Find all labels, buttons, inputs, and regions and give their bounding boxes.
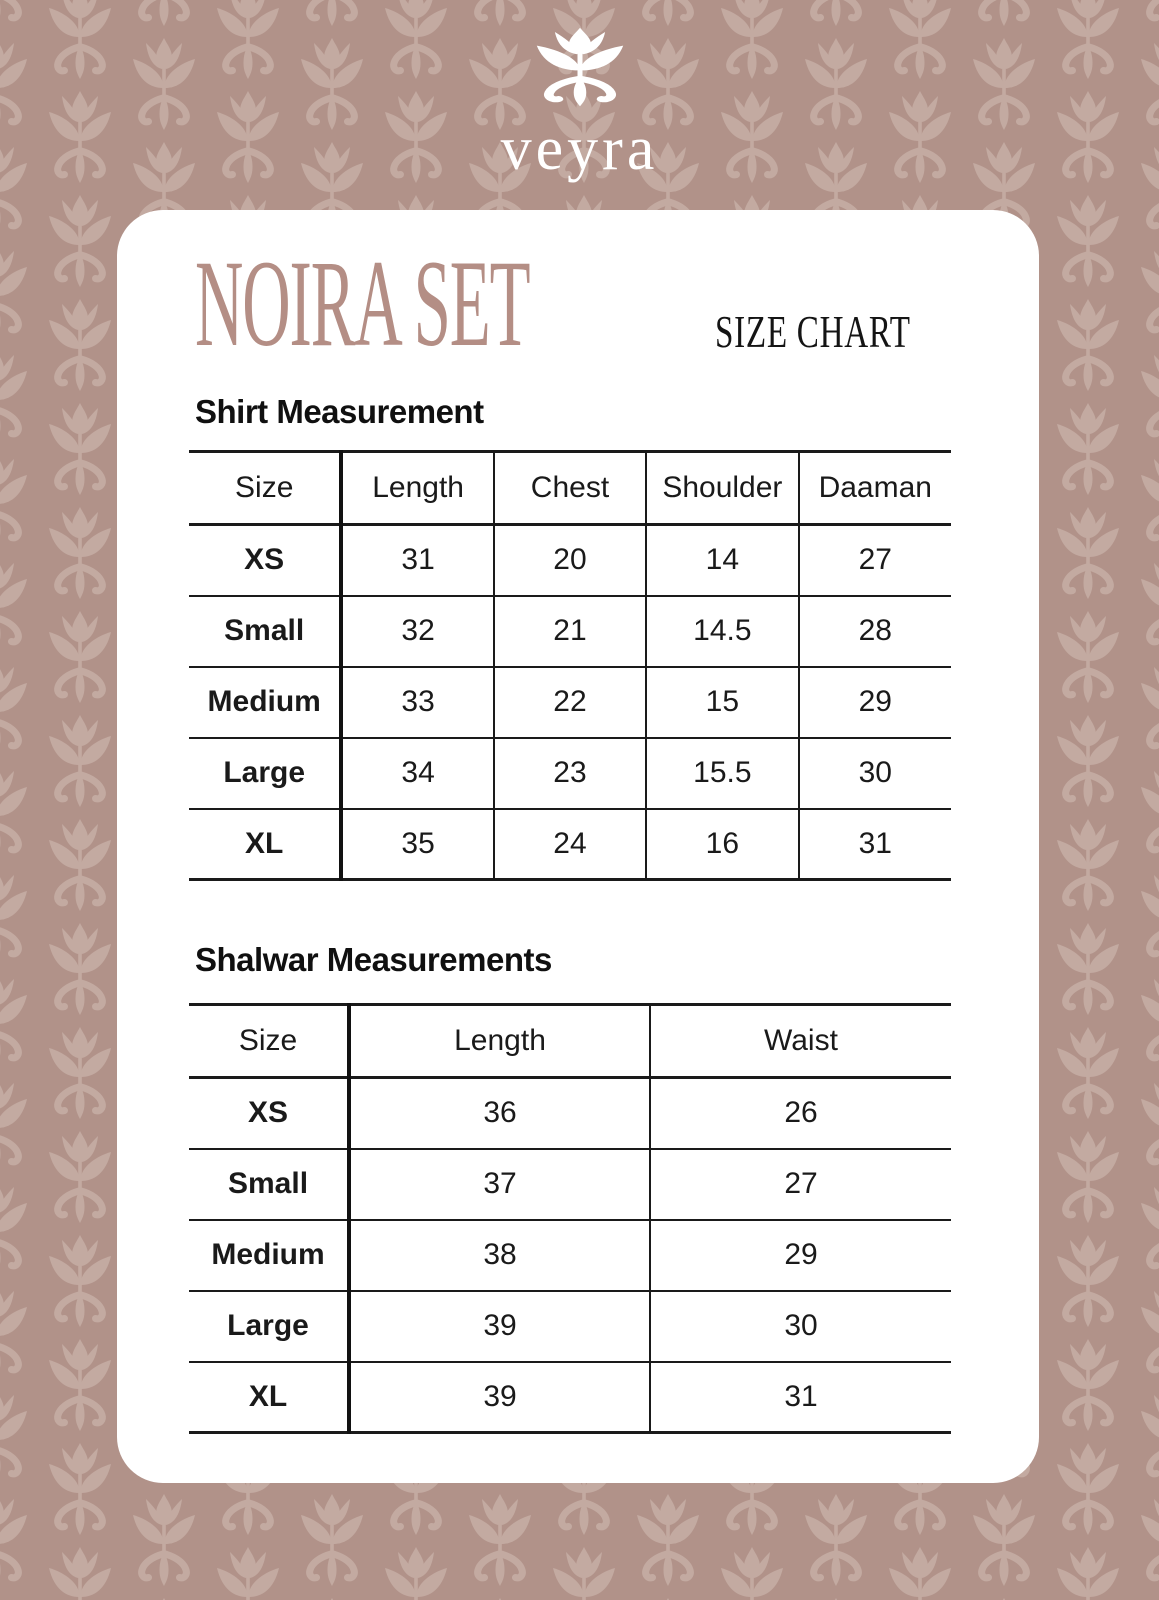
column-header: Chest — [494, 452, 646, 525]
table-row — [189, 738, 951, 809]
cell: 14 — [646, 525, 798, 596]
column-header: Daaman — [799, 452, 951, 525]
header-row — [189, 1005, 951, 1078]
title-row — [195, 235, 959, 373]
cell: 38 — [349, 1220, 650, 1291]
column-header: Waist — [650, 1005, 951, 1078]
cell: 29 — [650, 1220, 951, 1291]
table-row — [189, 1362, 951, 1433]
shirt-table-heading: Shirt Measurement — [195, 393, 484, 430]
cell: Medium — [189, 667, 341, 738]
product-title: NOIRA SET — [195, 235, 530, 373]
cell: 31 — [341, 525, 493, 596]
cell: Small — [189, 1149, 349, 1220]
shirt-measurement-table — [189, 450, 951, 881]
shalwar-measurement-table — [189, 1003, 951, 1434]
cell: 27 — [799, 525, 951, 596]
column-header: Size — [189, 1005, 349, 1078]
table-row — [189, 1291, 951, 1362]
header-row — [189, 452, 951, 525]
table-row — [189, 667, 951, 738]
cell: 29 — [799, 667, 951, 738]
cell: 28 — [799, 596, 951, 667]
cell: 15 — [646, 667, 798, 738]
cell: 31 — [650, 1362, 951, 1433]
brand-logo-flower-icon — [534, 26, 626, 108]
cell: 27 — [650, 1149, 951, 1220]
cell: 37 — [349, 1149, 650, 1220]
cell: 33 — [341, 667, 493, 738]
column-header: Shoulder — [646, 452, 798, 525]
cell: 30 — [799, 738, 951, 809]
table-row — [189, 525, 951, 596]
shalwar-table-heading: Shalwar Measurements — [195, 941, 552, 978]
table-row — [189, 1078, 951, 1149]
cell: 16 — [646, 809, 798, 880]
cell: 35 — [341, 809, 493, 880]
cell: 23 — [494, 738, 646, 809]
column-header: Size — [189, 452, 341, 525]
brand-wordmark: veyra — [500, 115, 659, 183]
table-row — [189, 809, 951, 880]
size-chart-card — [117, 210, 1039, 1483]
cell: 15.5 — [646, 738, 798, 809]
brand-header — [0, 26, 1159, 183]
cell: 14.5 — [646, 596, 798, 667]
cell: 26 — [650, 1078, 951, 1149]
cell: 24 — [494, 809, 646, 880]
cell: 20 — [494, 525, 646, 596]
cell: 34 — [341, 738, 493, 809]
cell: 39 — [349, 1291, 650, 1362]
cell: 39 — [349, 1362, 650, 1433]
cell: Small — [189, 596, 341, 667]
cell: XS — [189, 1078, 349, 1149]
cell: 22 — [494, 667, 646, 738]
size-chart-label: SIZE CHART — [715, 306, 911, 358]
cell: 31 — [799, 809, 951, 880]
cell: XL — [189, 1362, 349, 1433]
cell: XL — [189, 809, 341, 880]
cell: Large — [189, 1291, 349, 1362]
column-header: Length — [341, 452, 493, 525]
cell: 21 — [494, 596, 646, 667]
cell: 30 — [650, 1291, 951, 1362]
cell: Medium — [189, 1220, 349, 1291]
cell: 36 — [349, 1078, 650, 1149]
table-row — [189, 1149, 951, 1220]
table-row — [189, 596, 951, 667]
cell: Large — [189, 738, 341, 809]
table-row — [189, 1220, 951, 1291]
column-header: Length — [349, 1005, 650, 1078]
cell: XS — [189, 525, 341, 596]
cell: 32 — [341, 596, 493, 667]
